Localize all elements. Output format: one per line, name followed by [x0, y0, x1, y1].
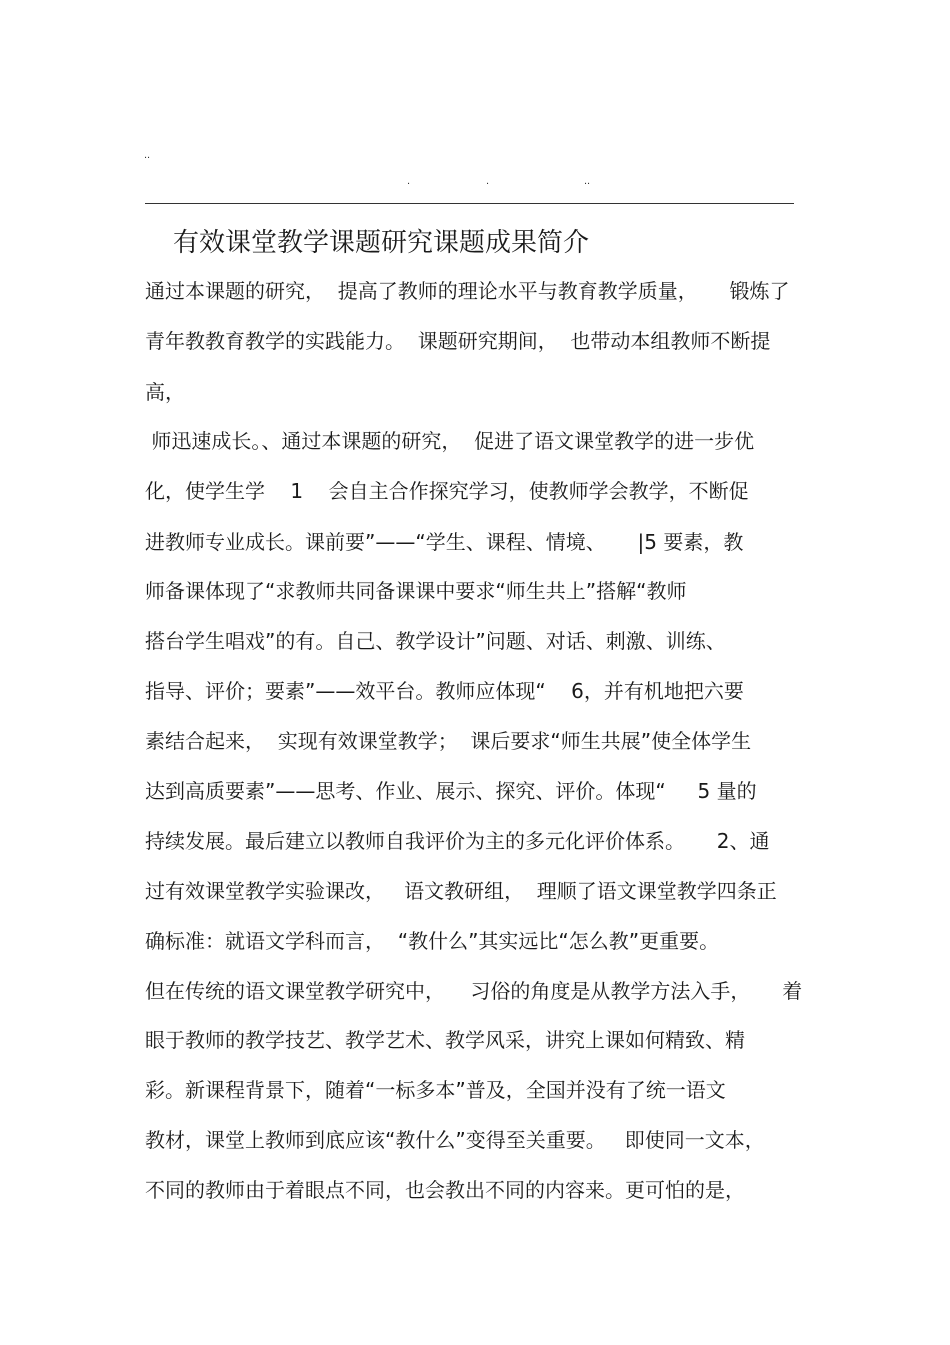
header-mark-4: ..: [584, 175, 591, 187]
body-line-2: 青年教教育教学的实践能力。 课题研究期间， 也带动本组教师不断提: [145, 329, 771, 353]
body-line-12: 持续发展。最后建立以教师自我评价为主的多元化评价体系。 2、通: [145, 829, 770, 853]
body-line-3: 高，: [145, 380, 185, 404]
document-title: 有效课堂教学课题研究课题成果简介: [173, 228, 590, 258]
body-line-9: 指导、评价；要素”——效平台。教师应体现“ 6，并有机地把六要: [145, 679, 744, 703]
body-line-14: 确标准：就语文学科而言， “教什么”其实远比“怎么教”更重要。: [145, 929, 720, 953]
body-line-15: 但在传统的语文课堂教学研究中， 习俗的角度是从教学方法入手， 着: [145, 979, 803, 1003]
header-mark-1: ..: [144, 149, 151, 161]
body-line-10: 素结合起来， 实现有效课堂教学； 课后要求“师生共展”使全体学生: [145, 729, 752, 753]
body-line-19: 不同的教师由于着眼点不同，也会教出不同的内容来。更可怕的是，: [145, 1178, 745, 1202]
header-rule: [145, 203, 794, 204]
body-line-6: 进教师专业成长。课前要”——“学生、课程、情境、 |5 要素，教: [145, 530, 744, 554]
body-line-1: 通过本课题的研究， 提高了教师的理论水平与教育教学质量， 锻炼了: [145, 279, 790, 303]
body-line-16: 眼于教师的教学技艺、教学艺术、教学风采，讲究上课如何精致、精: [145, 1028, 745, 1052]
body-line-7: 师备课体现了“求教师共同备课课中要求“师生共上”搭解“教师: [145, 579, 687, 603]
body-line-18: 教材，课堂上教师到底应该“教什么”变得至关重要。 即使同一文本，: [145, 1128, 765, 1152]
body-line-8: 搭台学生唱戏”的有。自己、教学设计”问题、对话、刺激、训练、: [145, 629, 726, 653]
body-line-11: 达到高质要素”——思考、作业、展示、探究、评价。体现“ 5 量的: [145, 779, 757, 803]
body-line-17: 彩。新课程背景下，随着“一标多本”普及，全国并没有了统一语文: [145, 1078, 726, 1102]
body-line-13: 过有效课堂教学实验课改， 语文教研组， 理顺了语文课堂教学四条正: [145, 879, 777, 903]
body-line-4: 师迅速成长。、通过本课题的研究， 促进了语文课堂教学的进一步优: [145, 429, 755, 453]
header-mark-3: .: [486, 175, 490, 187]
body-line-5: 化，使学生学 1 会自主合作探究学习，使教师学会教学，不断促: [145, 479, 749, 503]
header-mark-2: .: [407, 175, 411, 187]
